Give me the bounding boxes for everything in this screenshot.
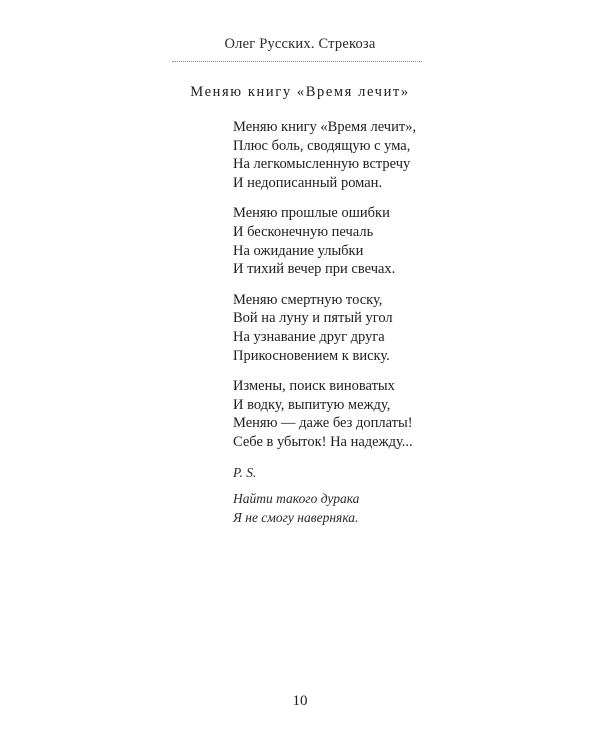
poem-line: Меняю смертную тоску, — [233, 291, 383, 308]
poem-line: Меняю книгу «Время лечит», — [233, 119, 417, 135]
poem-line: Вой на луну и пятый угол — [233, 310, 393, 327]
poem-line: Меняю — даже без доплаты! — [233, 415, 413, 432]
poem-line: И бесконечную печаль — [233, 223, 374, 240]
postscript-line: Найти такого дурака — [233, 491, 360, 507]
poem-line: И тихий вечер при свечах. — [233, 261, 396, 278]
stanza-1 — [233, 118, 573, 192]
poem-line: На узнавание друг друга — [233, 328, 385, 345]
poem-line: Меняю прошлые ошибки — [233, 205, 390, 222]
poem-line: Измены, поиск виноватых — [233, 378, 395, 395]
stanza-2 — [233, 204, 573, 278]
poem-line: На легкомысленную встречу — [233, 156, 411, 173]
postscript-label: P. S. — [233, 464, 257, 480]
stanza-4 — [233, 377, 573, 451]
poem-body — [233, 118, 573, 527]
postscript-line: Я не смогу наверняка. — [233, 509, 359, 525]
postscript-text — [233, 490, 573, 527]
poem-line: И водку, выпитую между, — [233, 396, 391, 413]
page-number: 10 — [292, 693, 308, 709]
header-divider — [172, 61, 422, 62]
poem-line: И недописанный роман. — [233, 174, 383, 191]
postscript — [233, 464, 573, 528]
poem-line: На ожидание улыбки — [233, 242, 364, 259]
poem-line: Себе в убыток! На надежду... — [233, 433, 413, 450]
running-head: Олег Русских. Стрекоза — [224, 36, 376, 52]
stanza-3 — [233, 291, 573, 365]
poem-line: Прикосновением к виску. — [233, 347, 390, 364]
poem-title: Меняю книгу «Время лечит» — [190, 84, 410, 100]
poem-line: Плюс боль, сводящую с ума, — [233, 137, 411, 154]
